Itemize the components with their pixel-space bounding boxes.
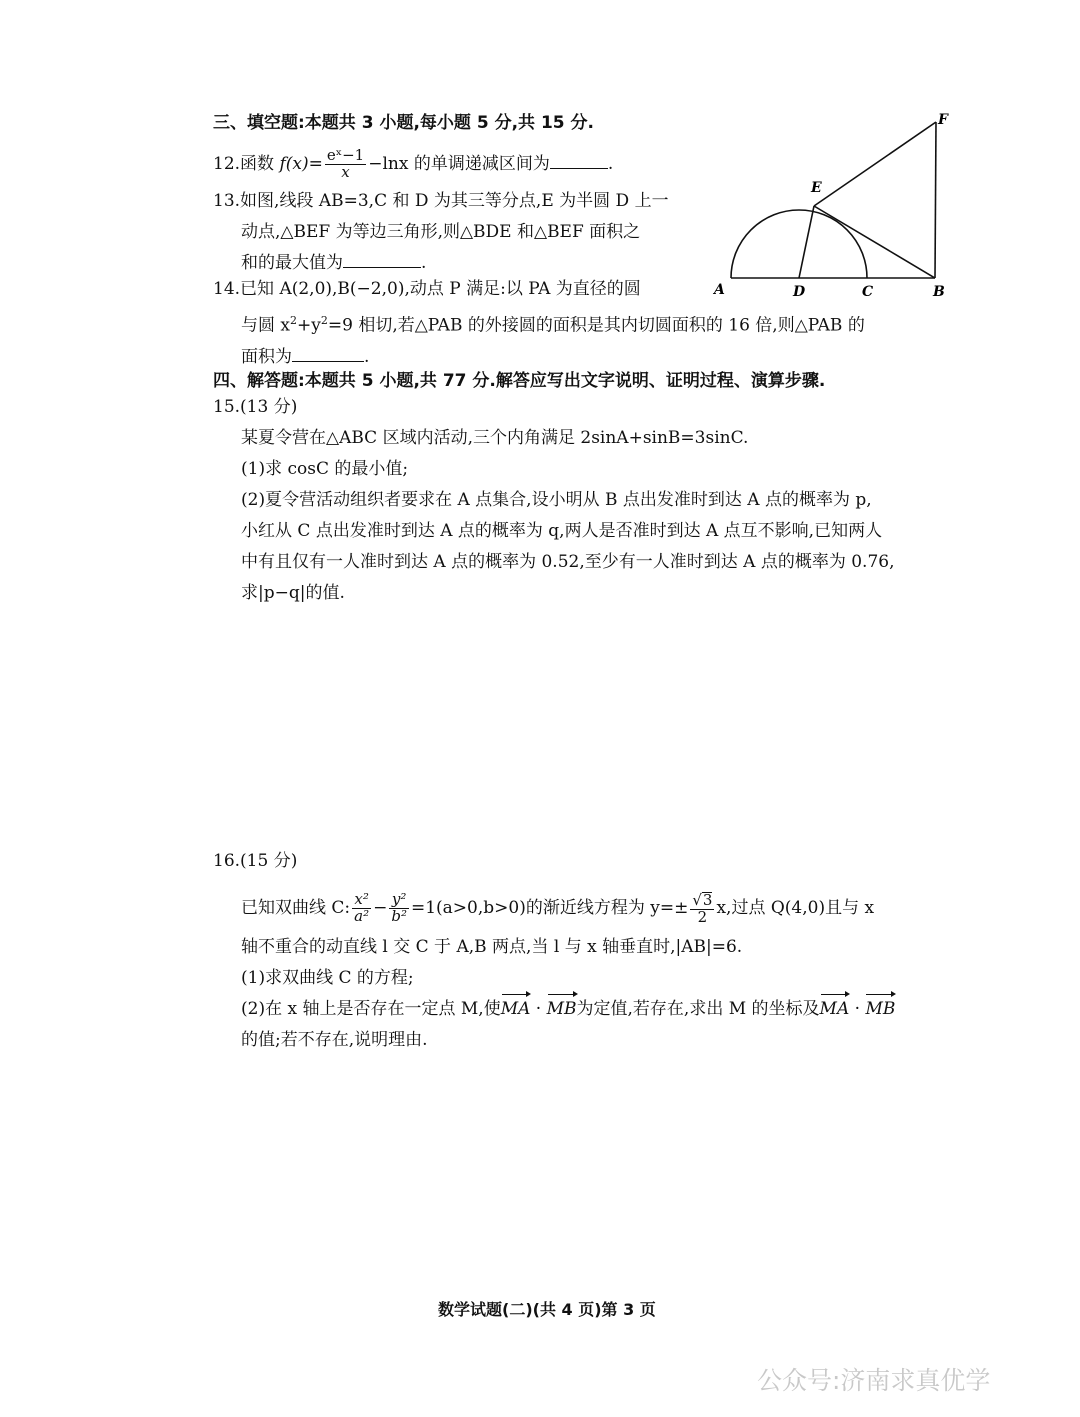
question-13 [213, 186, 669, 279]
q15-part-2-line-4: 求|p−q|的值. [241, 583, 345, 603]
q15-part-2-line-1: (2)夏令营活动组织者要求在 A 点集合,设小明从 B 点出发准时到达 A 点的概率为 p, [241, 490, 872, 510]
label-e: E [811, 180, 822, 196]
q12-func: f(x) [279, 154, 309, 174]
segment-fb [935, 122, 936, 278]
vector-ma-2: MA [820, 994, 850, 1025]
q16-l1-mid: =1(a>0,b>0)的渐近线方程为 y=± [410, 898, 689, 918]
q16-line-1 [241, 880, 874, 936]
q14-line-2-mid: +y [297, 315, 321, 336]
watermark: 公众号:济南求真优学 [757, 1366, 991, 1395]
q14-sup-1: 2 [290, 314, 297, 327]
q12-frac-den: x [341, 163, 350, 181]
vector-ma: MA [501, 994, 531, 1025]
q16-dot-2: · [849, 999, 866, 1019]
question-16-number: 16.(15 分) [213, 851, 298, 871]
page-footer: 数学试题(二)(共 4 页)第 3 页 [438, 1300, 656, 1319]
q16-part-1: (1)求双曲线 C 的方程; [241, 968, 414, 988]
q13-answer-blank [343, 251, 421, 268]
q15-number: 15.(13 分) [213, 397, 298, 417]
vector-mb: MB [547, 994, 577, 1025]
q14-number: 14. [213, 279, 241, 299]
q16-l1-pre: 已知双曲线 C: [241, 898, 351, 918]
label-f: F [938, 112, 948, 128]
q16-frac-y-den: b² [391, 907, 407, 925]
q14-end: . [364, 346, 370, 367]
q12-end: . [607, 154, 614, 174]
q16-l1-post: x,过点 Q(4,0)且与 x [716, 898, 875, 918]
q12-eq: = [308, 154, 323, 174]
q14-line-2-pre: 与圆 x [241, 315, 290, 336]
q14-line-3: 面积为 [241, 346, 292, 367]
q15-line-1: 某夏令营在△ABC 区域内活动,三个内角满足 2sinA+sinB=3sinC. [241, 428, 749, 448]
q16-dot-1: · [530, 999, 547, 1019]
q12-post: 的单调递减区间为 [413, 154, 550, 174]
q16-frac-x-den: a² [354, 907, 370, 925]
section-4-title: 四、解答题:本题共 5 小题,共 77 分.解答应写出文字说明、证明过程、演算步骤. [213, 371, 826, 391]
section-3-title: 三、填空题:本题共 3 小题,每小题 5 分,共 15 分. [213, 113, 594, 133]
segment-ef [814, 122, 936, 206]
q13-number: 13. [213, 191, 241, 211]
q16-part-2-line-1 [241, 994, 895, 1025]
q16-frac-sqrt: $\frac{√3}{2}$ [692, 890, 713, 926]
q13-line-1: 如图,线段 AB=3,C 和 D 为其三等分点,E 为半圆 D 上一 [240, 191, 669, 211]
q14-answer-blank [292, 345, 364, 362]
label-b: B [933, 284, 945, 300]
q15-part-1: (1)求 cosC 的最小值; [241, 459, 409, 479]
q16-sqrt-value: 3 [702, 890, 713, 909]
q15-part-2-line-2: 小红从 C 点出发准时到达 A 点的概率为 q,两人是否准时到达 A 点互不影响,已知两人 [241, 521, 883, 541]
label-a: A [714, 282, 725, 298]
q14-line-1: 已知 A(2,0),B(−2,0),动点 P 满足:以 PA 为直径的圆 [240, 279, 641, 299]
q14-sup-2: 2 [320, 314, 328, 327]
q16-p2-a: (2)在 x 轴上是否存在一定点 M,使 [241, 999, 501, 1019]
q13-end: . [421, 253, 427, 273]
q15-part-2-line-3: 中有且仅有一人准时到达 A 点的概率为 0.52,至少有一人准时到达 A 点的概率为 0.76, [241, 552, 895, 572]
q13-line-3: 和的最大值为 [241, 253, 343, 273]
q16-frac-sqrt-den: 2 [697, 907, 708, 926]
q16-frac-x-num: x² [352, 892, 371, 909]
q16-line-2: 轴不重合的动直线 l 交 C 于 A,B 两点,当 l 与 x 轴垂直时,|AB|=6. [241, 937, 743, 957]
q16-part-2-line-2: 的值;若不存在,说明理由. [241, 1030, 428, 1050]
q12-after-frac: −lnx [368, 154, 409, 174]
semicircle-d [731, 210, 867, 278]
q12-fraction [325, 148, 366, 181]
vector-mb-2: MB [865, 994, 895, 1025]
q13-line-2: 动点,△BEF 为等边三角形,则△BDE 和△BEF 面积之 [241, 222, 641, 242]
q16-p2-b: 为定值,若存在,求出 M 的坐标及 [576, 999, 820, 1019]
label-c: C [862, 284, 874, 300]
question-12 [213, 141, 613, 187]
q12-answer-blank [550, 152, 608, 169]
q14-line-2-post: =9 相切,若△PAB 的外接圆的面积是其内切圆面积的 16 倍,则△PAB 的 [327, 315, 865, 336]
q12-frac-num: eˣ−1 [326, 146, 365, 165]
q16-frac-y-num: y² [389, 892, 409, 909]
question-15 [213, 392, 895, 609]
q12-number: 12. [213, 154, 241, 174]
q16-frac-x [352, 892, 371, 925]
question-14 [213, 274, 865, 373]
q16-body [241, 932, 895, 1056]
q16-frac-y [389, 892, 409, 925]
q12-pre: 函数 [240, 154, 275, 174]
label-d: D [793, 284, 806, 300]
segment-de [799, 206, 814, 278]
segment-eb [814, 206, 935, 278]
q16-minus: − [373, 898, 388, 918]
